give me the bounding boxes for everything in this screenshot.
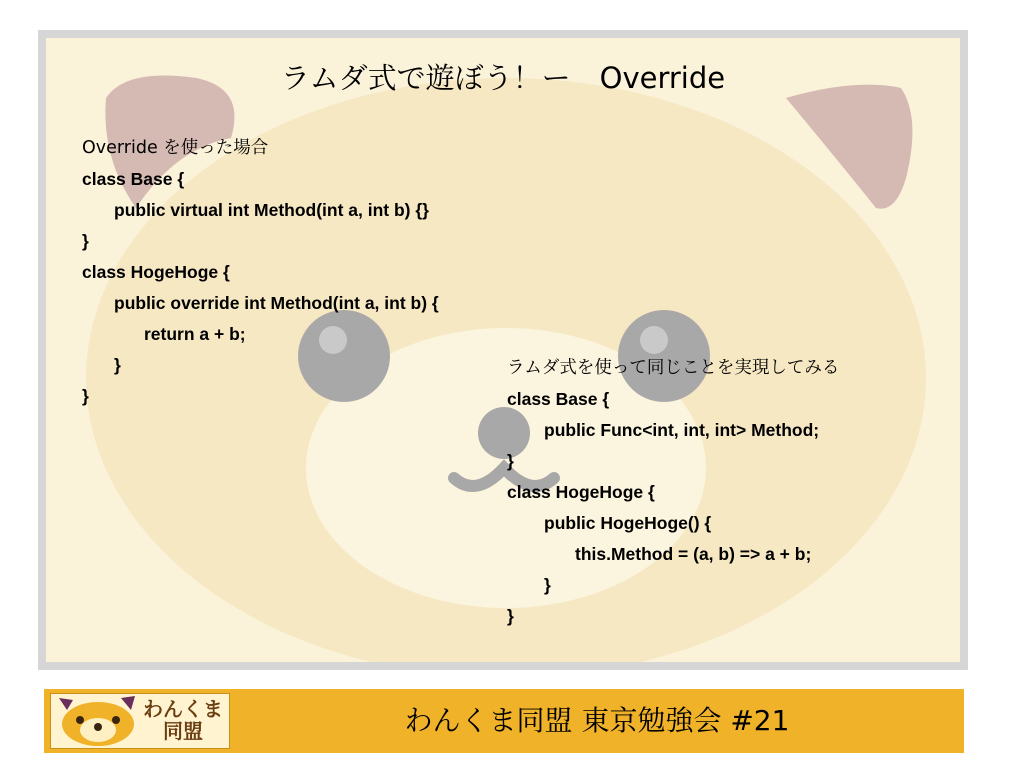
lambda-heading: ラムダ式を使って同じことを実現してみる (507, 358, 840, 378)
code-line: } (507, 451, 514, 471)
code-line: } (82, 386, 89, 406)
code-line: this.Method = (a, b) => a + b; (575, 544, 812, 564)
lambda-example (507, 353, 839, 632)
code-line: public virtual int Method(int a, int b) {} (114, 200, 429, 220)
code-line: } (82, 231, 89, 251)
override-example (82, 133, 439, 412)
code-line: } (544, 575, 551, 595)
code-line: } (507, 606, 514, 626)
logo-text: わんくま 同盟 (143, 697, 223, 743)
slide-panel (38, 30, 968, 670)
code-line: return a + b; (144, 324, 246, 344)
code-line: } (114, 355, 121, 375)
bear-face-icon (53, 694, 143, 748)
code-line: class Base { (507, 389, 610, 409)
code-line: class HogeHoge { (82, 262, 230, 282)
code-line: public override int Method(int a, int b) { (114, 293, 439, 313)
code-line: class Base { (82, 169, 185, 189)
slide-content (46, 38, 960, 662)
code-line: public Func<int, int, int> Method; (544, 420, 820, 440)
slide-title: ラムダ式で遊ぼう！ー Override (280, 61, 726, 95)
override-heading: Override を使った場合 (82, 138, 269, 158)
footer-title: わんくま同盟 東京勉強会 #21 (404, 704, 790, 737)
wankuma-logo (50, 693, 230, 749)
footer-bar (44, 689, 964, 753)
code-line: class HogeHoge { (507, 482, 655, 502)
code-line: public HogeHoge() { (544, 513, 712, 533)
